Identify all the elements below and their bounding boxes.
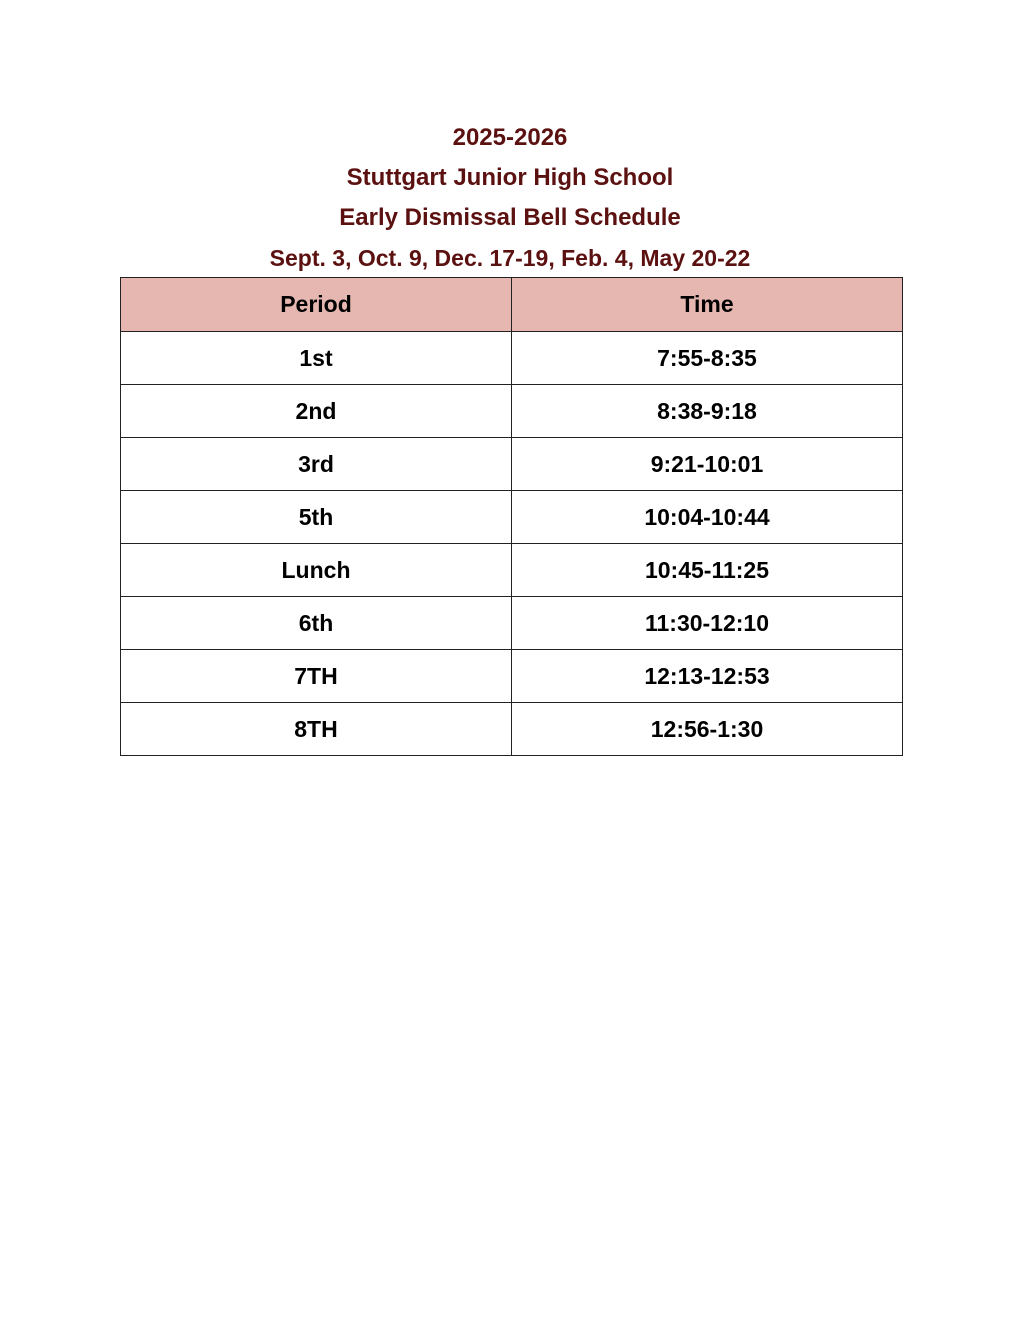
time-cell: 8:38-9:18 bbox=[512, 385, 903, 438]
school-year: 2025-2026 bbox=[452, 124, 568, 151]
column-header-period: Period bbox=[121, 278, 512, 332]
table-row bbox=[121, 650, 903, 703]
time-cell: 10:04-10:44 bbox=[512, 491, 903, 544]
period-cell: 7TH bbox=[121, 650, 512, 703]
table-header-row bbox=[121, 278, 903, 332]
time-cell: 9:21-10:01 bbox=[512, 438, 903, 491]
table-row bbox=[121, 491, 903, 544]
schedule-dates: Sept. 3, Oct. 9, Dec. 17-19, Feb. 4, May 20-22 bbox=[269, 245, 751, 271]
table-row bbox=[121, 597, 903, 650]
bell-schedule-table bbox=[120, 277, 903, 756]
period-cell: 5th bbox=[121, 491, 512, 544]
period-cell: 1st bbox=[121, 332, 512, 385]
table-row bbox=[121, 332, 903, 385]
period-cell: Lunch bbox=[121, 544, 512, 597]
table-row bbox=[121, 438, 903, 491]
column-header-time: Time bbox=[512, 278, 903, 332]
period-cell: 8TH bbox=[121, 703, 512, 756]
table-row bbox=[121, 703, 903, 756]
time-cell: 7:55-8:35 bbox=[512, 332, 903, 385]
period-cell: 3rd bbox=[121, 438, 512, 491]
period-cell: 2nd bbox=[121, 385, 512, 438]
period-cell: 6th bbox=[121, 597, 512, 650]
table-row bbox=[121, 544, 903, 597]
time-cell: 12:13-12:53 bbox=[512, 650, 903, 703]
table-row bbox=[121, 385, 903, 438]
time-cell: 11:30-12:10 bbox=[512, 597, 903, 650]
school-name: Stuttgart Junior High School bbox=[346, 164, 674, 191]
time-cell: 10:45-11:25 bbox=[512, 544, 903, 597]
time-cell: 12:56-1:30 bbox=[512, 703, 903, 756]
document-header bbox=[0, 118, 1020, 278]
schedule-title: Early Dismissal Bell Schedule bbox=[339, 204, 681, 231]
